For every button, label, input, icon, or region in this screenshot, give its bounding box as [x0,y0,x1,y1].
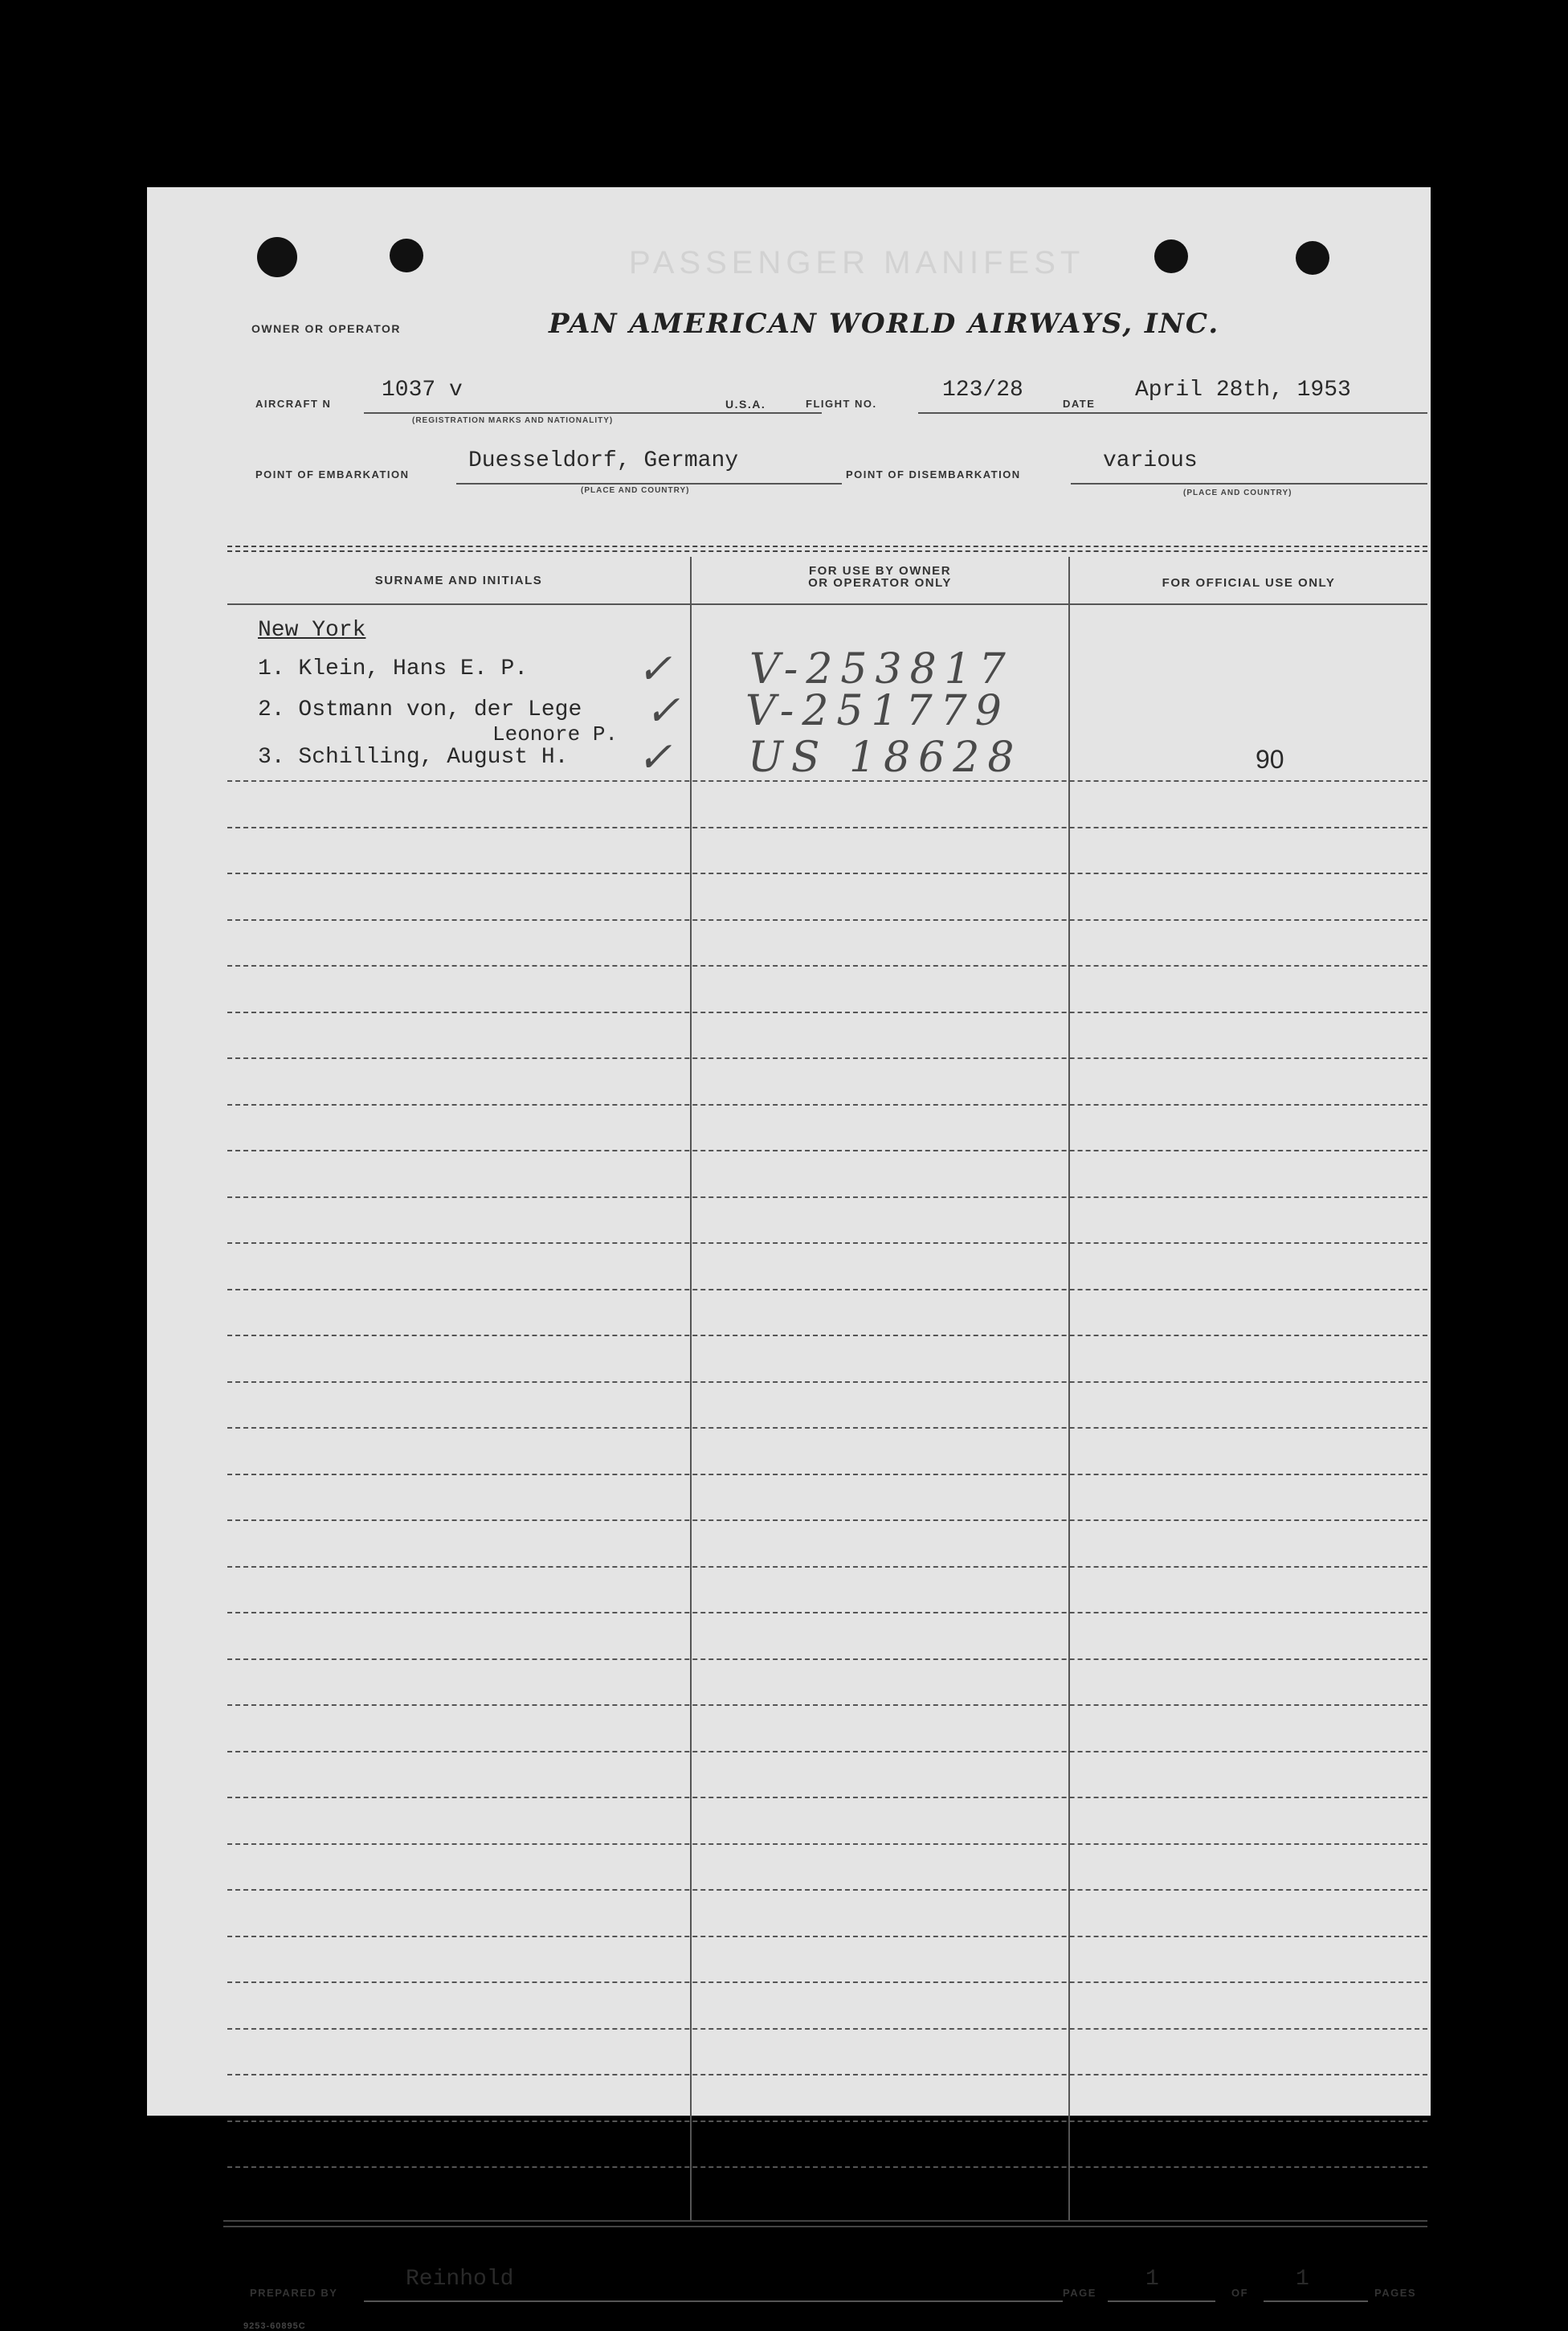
ruled-line [227,2120,1427,2122]
ruled-line [227,780,1427,782]
ruled-line [227,873,1427,874]
col-header-owner-use-2: OR OPERATOR ONLY [808,576,952,590]
column-divider [690,557,692,2220]
of-label: OF [1231,2287,1249,2299]
table-bottom-rule [223,2226,1427,2227]
ruled-line [227,1242,1427,1244]
flight-value: 123/28 [942,378,1023,403]
official-use-value: 90 [1256,745,1284,774]
prepared-label: PREPARED BY [250,2287,338,2299]
prepared-underline [364,2300,1063,2302]
ruled-line [227,1381,1427,1383]
ruled-line [227,1981,1427,1983]
passenger-name: 1. Klein, Hans E. P. [258,656,529,681]
ruled-line [227,1012,1427,1013]
punch-hole [257,237,297,277]
ruled-line [227,1843,1427,1845]
punch-hole [1296,241,1329,275]
ruled-line [227,2166,1427,2168]
embarkation-caption: (PLACE AND COUNTRY) [581,486,690,495]
col-header-owner-use-1: FOR USE BY OWNER [808,564,952,578]
table-top-rule [227,550,1427,552]
ruled-line [227,1936,1427,1937]
ruled-line [227,1889,1427,1891]
date-label: DATE [1063,398,1096,410]
page-label: PAGE [1063,2287,1096,2299]
aircraft-label: AIRCRAFT N [255,398,332,410]
check-mark: ✓ [645,687,688,735]
destination: New York [258,618,366,643]
ruled-line [227,965,1427,967]
disembarkation-value: various [1103,448,1198,473]
punch-hole [1154,239,1188,273]
of-underline [1264,2300,1368,2302]
ruled-line [227,1519,1427,1521]
page-value: 1 [1145,2267,1159,2292]
passenger-code: V-251779 [745,687,1010,735]
ruled-line [227,1335,1427,1336]
column-divider [1068,557,1070,2220]
ruled-line [227,1057,1427,1059]
disembarkation-caption: (PLACE AND COUNTRY) [1183,489,1292,497]
col-header-surname: SURNAME AND INITIALS [374,574,543,587]
table-top-rule [227,546,1427,547]
date-underline [1103,412,1427,414]
table-bottom-rule [223,2220,1427,2222]
ruled-line [227,827,1427,828]
ruled-line [227,1289,1427,1290]
ruled-line [227,1196,1427,1198]
flight-label: FLIGHT NO. [806,398,877,410]
ruled-line [227,2074,1427,2075]
form-number: 9253-60895C [243,2321,306,2331]
ruled-line [227,1658,1427,1660]
aircraft-value: 1037 v [382,378,463,403]
passenger-name: 3. Schilling, August H. [258,745,569,770]
usa-label: U.S.A. [725,398,766,411]
page-underline [1108,2300,1215,2302]
aircraft-underline [364,412,822,414]
ruled-line [227,1751,1427,1752]
ruled-line [227,919,1427,921]
disembarkation-underline [1071,483,1427,485]
owner-label: OWNER OR OPERATOR [251,322,401,335]
embarkation-value: Duesseldorf, Germany [468,448,739,473]
pages-label: PAGES [1374,2287,1417,2299]
faint-form-title: PASSENGER MANIFEST [629,245,1085,280]
check-mark: ✓ [637,645,680,693]
ruled-line [227,1104,1427,1106]
embarkation-underline [456,483,842,485]
date-value: April 28th, 1953 [1135,378,1351,403]
passenger-name-continued: Leonore P. [492,722,619,746]
ruled-line [227,1150,1427,1151]
ruled-line [227,1566,1427,1568]
col-header-official: FOR OFFICIAL USE ONLY [1162,576,1336,590]
prepared-value: Reinhold [406,2267,514,2292]
punch-hole [390,239,423,272]
registration-caption: (REGISTRATION MARKS AND NATIONALITY) [412,416,614,425]
ruled-line [227,1474,1427,1475]
ruled-line [227,1797,1427,1798]
passenger-code: V-253817 [749,645,1014,693]
of-value: 1 [1296,2267,1309,2292]
airline-name: PAN AMERICAN WORLD AIRWAYS, INC. [549,308,1220,340]
ruled-line [227,1704,1427,1706]
embarkation-label: POINT OF EMBARKATION [255,468,410,481]
ruled-line [227,1427,1427,1429]
passenger-code: US 18628 [748,734,1023,782]
ruled-line [227,1612,1427,1613]
header-underline [227,603,1427,605]
ruled-line [227,2028,1427,2030]
passenger-name: 2. Ostmann von, der Lege [258,697,582,722]
disembarkation-label: POINT OF DISEMBARKATION [846,468,1021,481]
check-mark: ✓ [637,734,680,782]
manifest-sheet [147,187,1431,2331]
